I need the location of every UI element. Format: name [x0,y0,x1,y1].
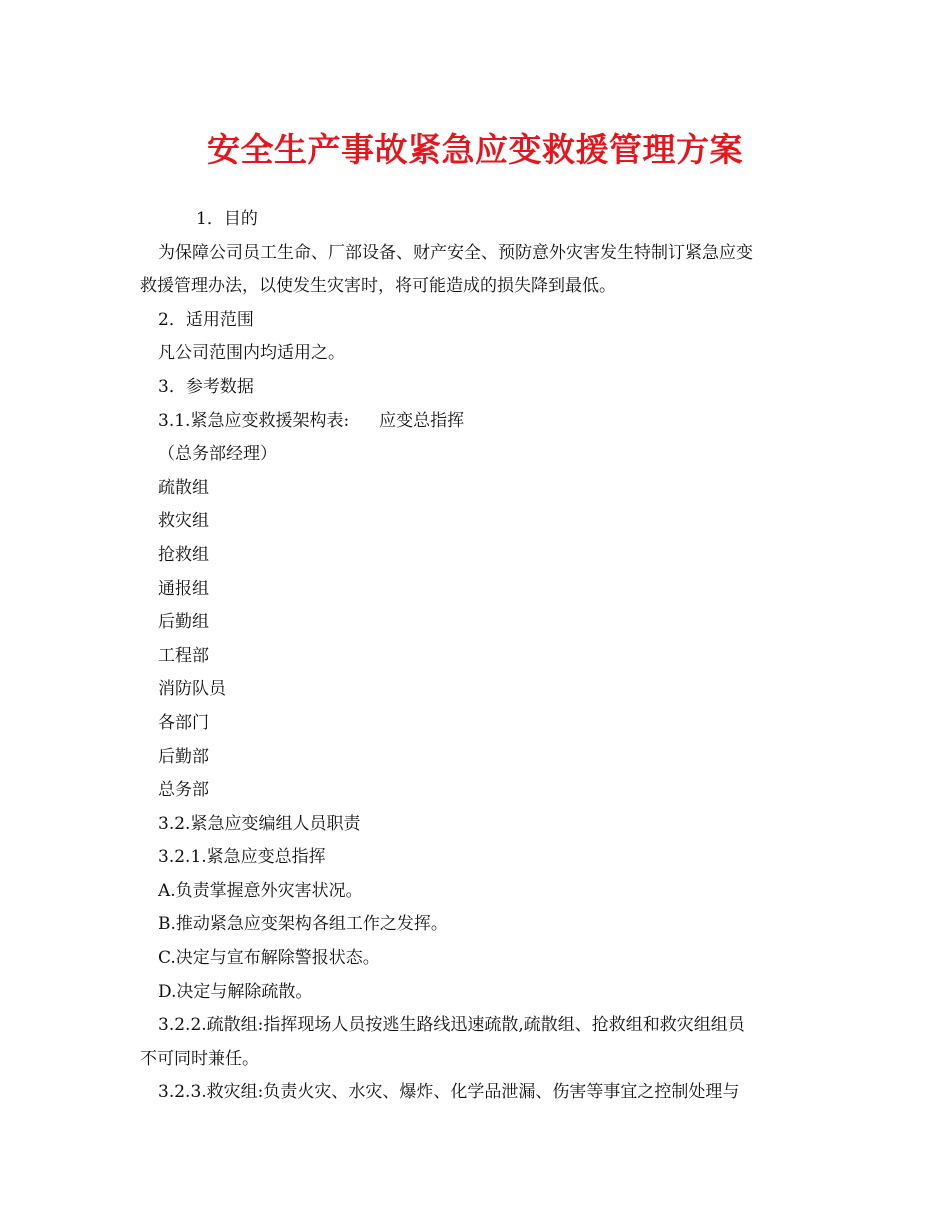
org-chart-item: 抢救组 [158,544,209,565]
org-chart-item: 后勤组 [158,612,209,633]
paragraph-line: 救援管理办法，以使发生灾害时，将可能造成的损失降到最低。 [140,276,616,297]
document-body [140,203,820,1110]
org-chart-item: 各部门 [158,712,209,733]
org-chart-item: 工程部 [158,645,209,666]
subsection-heading: 3.2.1.紧急应变总指挥 [158,847,326,868]
org-chart-item: （总务部经理） [158,444,277,465]
section-heading-scope: 2．适用范围 [158,309,254,330]
paragraph-line: 不可同时兼任。 [140,1048,259,1069]
duty-item: B.推动紧急应变架构各组工作之发挥。 [158,914,448,935]
org-chart-item: 总务部 [158,780,209,801]
duty-item: D.决定与解除疏散。 [158,981,313,1002]
section-heading-purpose: 1．目的 [196,209,258,229]
org-chart-item: 救灾组 [158,511,209,532]
org-chart-item: 后勤部 [158,746,209,767]
org-chart-heading [140,405,820,439]
paragraph-line: 凡公司范围内均适用之。 [158,343,345,364]
org-chart-item: 通报组 [158,578,209,599]
org-chart-item: 消防队员 [158,679,226,700]
org-chart-commander: 应变总指挥 [379,410,465,431]
paragraph-line: 3.2.2.疏散组:指挥现场人员按逃生路线迅速疏散,疏散组、抢救组和救灾组组员 [158,1015,745,1036]
org-chart-label: 3.1.紧急应变救援架构表: [158,410,350,431]
duty-item: C.决定与宣布解除警报状态。 [158,948,380,969]
section-heading-duties: 3.2.紧急应变编组人员职责 [158,813,361,834]
paragraph-line: 为保障公司员工生命、厂部设备、财产安全、预防意外灾害发生特制订紧急应变 [158,242,753,263]
section-heading-references: 3．参考数据 [158,376,254,397]
org-chart-item: 疏散组 [158,477,209,498]
paragraph-line: 3.2.3.救灾组:负责火灾、水灾、爆炸、化学品泄漏、伤害等事宜之控制处理与 [158,1082,740,1103]
duty-item: A.负责掌握意外灾害状况。 [158,880,363,901]
document-title: 安全生产事故紧急应变救援管理方案 [207,130,743,169]
